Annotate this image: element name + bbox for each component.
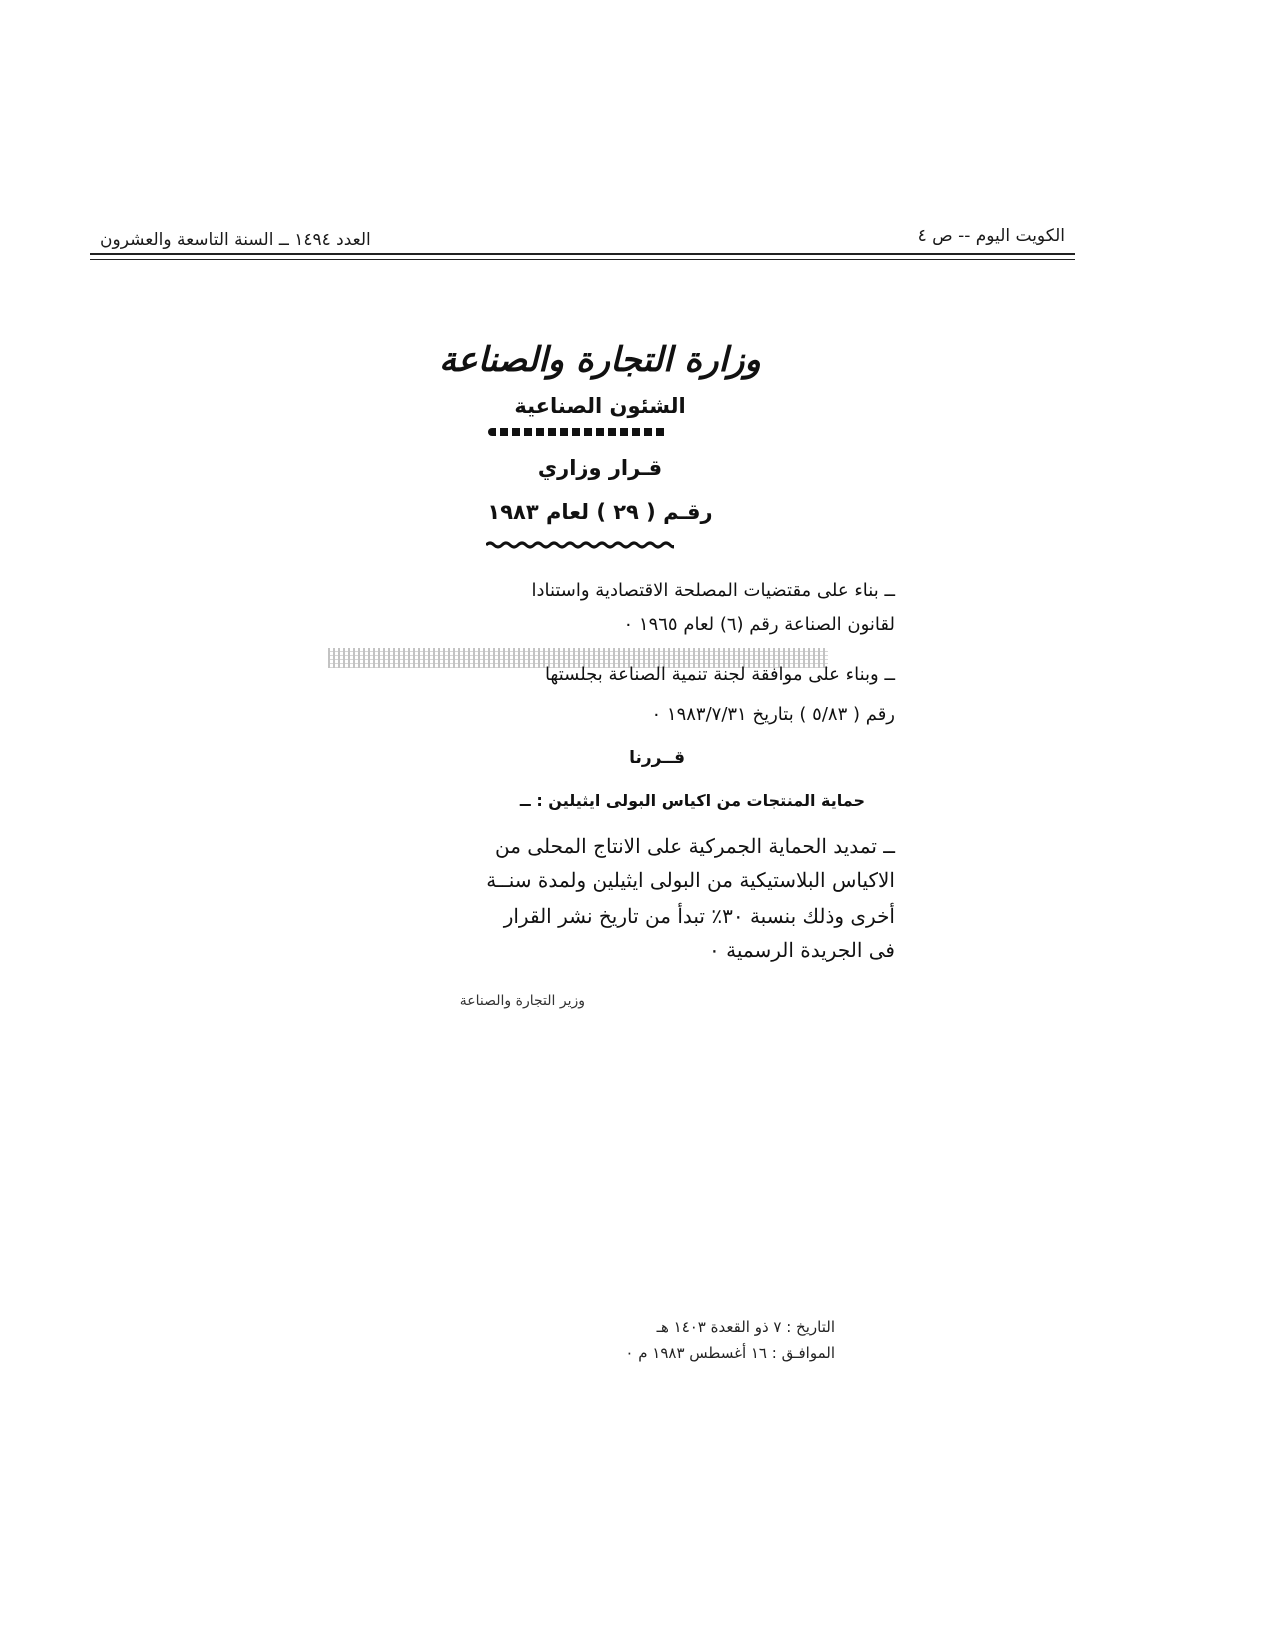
preamble-line-1: ــ بناء على مقتضيات المصلحة الاقتصادية واستنادا [531,580,895,601]
resolved-heading: قــررنا [629,748,685,768]
ornament-divider [488,428,668,436]
header-rule [90,253,1075,255]
publication-header: الكويت اليوم -- ص ٤ [917,226,1065,246]
article-line-3: أخرى وذلك بنسبة ٣٠٪ تبدأ من تاريخ نشر القرار [503,904,895,928]
subject-heading: حماية المنتجات من اكياس البولى ايثيلين : ــ [519,791,865,810]
article-line-1: ــ تمديد الحماية الجمركية على الانتاج المحلى من [495,834,895,858]
issue-header: العدد ١٤٩٤ ــ السنة التاسعة والعشرون [100,230,371,250]
article-line-2: الاكياس البلاستيكية من البولى ايثيلين ولمدة سنــة [486,868,895,892]
signature: وزير التجارة والصناعة [459,993,585,1009]
decree-title: قـرار وزاري [537,456,663,480]
ministry-title: وزارة التجارة والصناعة [439,340,761,380]
preamble-line-4: رقم ( ٥/٨٣ ) بتاريخ ١٩٨٣/٧/٣١ ٠ [651,704,895,725]
preamble-line-2: لقانون الصناعة رقم (٦) لعام ١٩٦٥ ٠ [623,614,895,635]
decree-number: رقـم ( ٢٩ ) لعام ١٩٨٣ [487,500,713,524]
header-rule-thin [90,259,1075,260]
preamble-line-3: ــ وبناء على موافقة لجنة تنمية الصناعة بجلستها [544,664,895,685]
department-title: الشئون الصناعية [514,394,686,418]
date-hijri: التاريخ : ٧ ذو القعدة ١٤٠٣ هـ [656,1318,835,1336]
date-gregorian: الموافـق : ١٦ أغسطس ١٩٨٣ م ٠ [625,1344,835,1362]
article-line-4: فى الجريدة الرسمية ٠ [709,938,895,962]
ornament-squiggle [486,541,674,549]
